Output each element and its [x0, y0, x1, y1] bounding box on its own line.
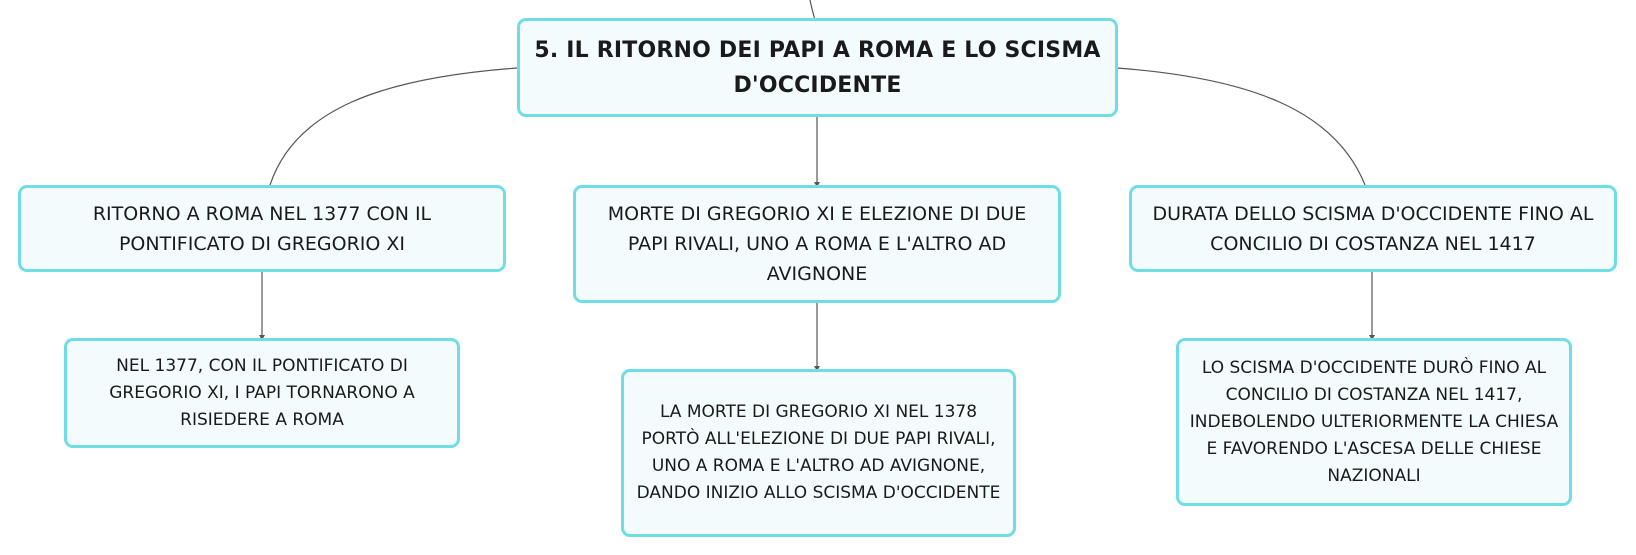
detail-death-of-gregory[interactable] — [621, 369, 1016, 537]
branch-schism-duration[interactable] — [1129, 185, 1617, 272]
branch-label: MORTE DI GREGORIO XI E ELEZIONE DI DUE PAPI RIVALI, UNO A ROMA E L'ALTRO AD AVIGNONE — [607, 203, 1027, 285]
detail-text: LA MORTE DI GREGORIO XI NEL 1378 PORTÒ ALL'ELEZIONE DI DUE PAPI RIVALI, UNO A ROMA E L'ALTRO AD AVIGNONE, DANDO INIZIO ALLO SCISMA D'OCCIDENTE — [636, 402, 1001, 503]
branch-label: RITORNO A ROMA NEL 1377 CON IL PONTIFICATO DI GREGORIO XI — [92, 202, 432, 255]
branch-label: DURATA DELLO SCISMA D'OCCIDENTE FINO AL CONCILIO DI COSTANZA NEL 1417 — [1152, 202, 1594, 255]
connector-root-to-branch-right — [1117, 68, 1365, 185]
branch-return-to-rome[interactable] — [18, 185, 506, 272]
connector-root-to-branch-left — [270, 68, 517, 185]
detail-schism-duration[interactable] — [1176, 338, 1572, 506]
root-topic-title: 5. IL RITORNO DEI PAPI A ROMA E LO SCISMA D'OCCIDENTE — [534, 37, 1101, 98]
detail-text: NEL 1377, CON IL PONTIFICATO DI GREGORIO XI, I PAPI TORNARONO A RISIEDERE A ROMA — [109, 355, 415, 430]
connector-parent-to-root — [810, 0, 815, 20]
detail-text: LO SCISMA D'OCCIDENTE DURÒ FINO AL CONCILIO DI COSTANZA NEL 1417, INDEBOLENDO ULTERIORMENTE LA CHIESA E FAVORENDO L'ASCESA DELLE CHIESE NAZIONALI — [1189, 357, 1559, 486]
branch-death-of-gregory[interactable] — [573, 185, 1061, 303]
detail-return-to-rome[interactable] — [64, 338, 460, 448]
root-topic[interactable] — [517, 18, 1118, 117]
